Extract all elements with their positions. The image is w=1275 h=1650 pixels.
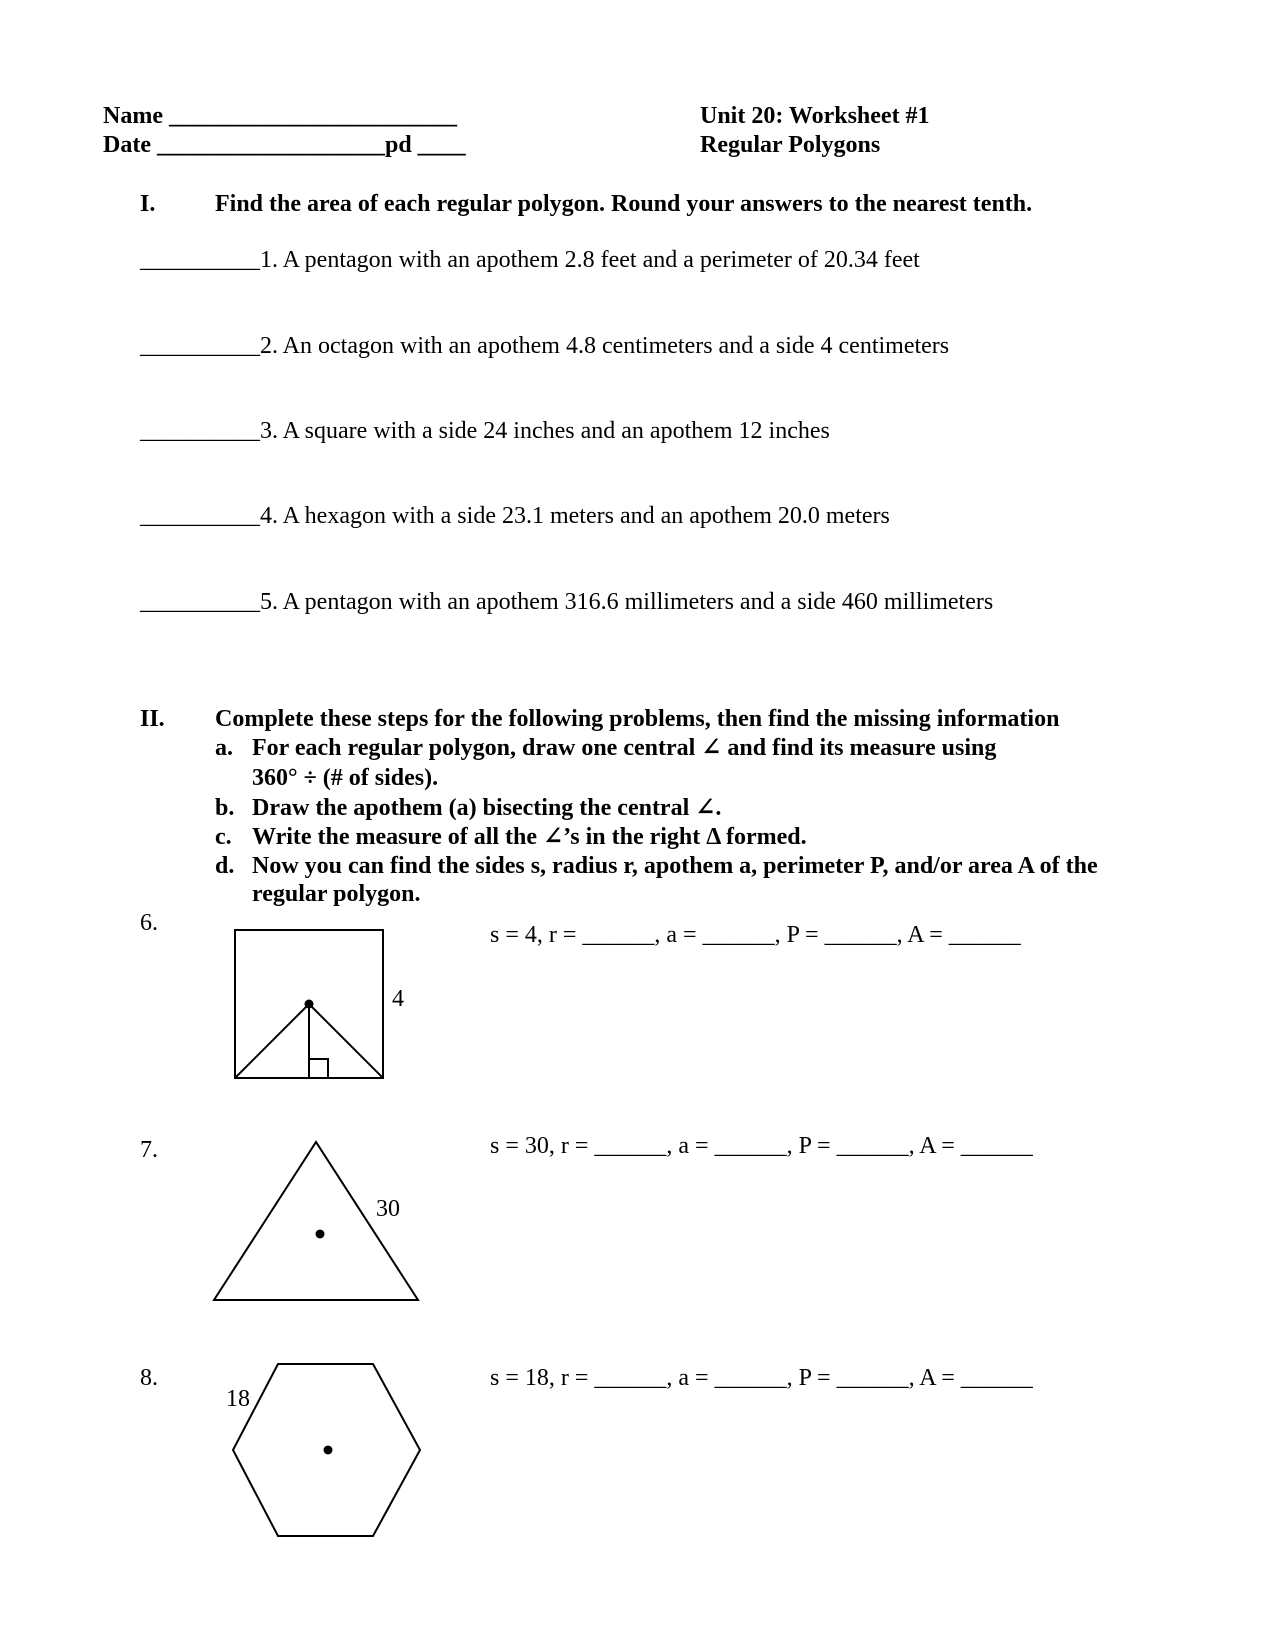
problem-6-answer-blanks[interactable]: s = 4, r = ______, a = ______, P = ______, A = ______ bbox=[490, 922, 1021, 948]
problem-8-number: 8. bbox=[140, 1365, 158, 1391]
worksheet-subtitle: Regular Polygons bbox=[700, 132, 881, 158]
question-text: 3. A square with a side 24 inches and an apothem 12 inches bbox=[260, 418, 830, 444]
answer-blank[interactable]: __________ bbox=[140, 333, 260, 359]
step-a-text: For each regular polygon, draw one central ∠ and find its measure using bbox=[252, 735, 997, 761]
answer-blank[interactable]: __________ bbox=[140, 589, 260, 615]
step-b-letter: b. bbox=[215, 795, 235, 821]
triangle-side-label: 30 bbox=[376, 1196, 400, 1222]
question-text: 1. A pentagon with an apothem 2.8 feet and a perimeter of 20.34 feet bbox=[260, 247, 920, 273]
step-a-letter: a. bbox=[215, 735, 233, 761]
name-field[interactable]: Name ________________________ bbox=[103, 103, 457, 129]
worksheet-title: Unit 20: Worksheet #1 bbox=[700, 103, 930, 129]
question-text: 5. A pentagon with an apothem 316.6 millimeters and a side 460 millimeters bbox=[260, 589, 994, 615]
step-b-text: Draw the apothem (a) bisecting the central ∠. bbox=[252, 795, 722, 821]
section-2-numeral: II. bbox=[140, 706, 165, 732]
section-2-instruction: Complete these steps for the following problems, then find the missing information bbox=[215, 706, 1060, 732]
step-c-text: Write the measure of all the ∠’s in the right Δ formed. bbox=[252, 824, 807, 850]
problem-8-answer-blanks[interactable]: s = 18, r = ______, a = ______, P = ______, A = ______ bbox=[490, 1365, 1033, 1391]
step-d-text: Now you can find the sides s, radius r, apothem a, perimeter P, and/or area A of the bbox=[252, 853, 1098, 879]
answer-blank[interactable]: __________ bbox=[140, 247, 260, 273]
question-2 bbox=[140, 332, 949, 360]
square-diagram bbox=[225, 925, 385, 1085]
step-c-letter: c. bbox=[215, 824, 232, 850]
question-5 bbox=[140, 588, 993, 616]
problem-7-answer-blanks[interactable]: s = 30, r = ______, a = ______, P = ______, A = ______ bbox=[490, 1133, 1033, 1159]
section-1-numeral: I. bbox=[140, 191, 156, 217]
question-1 bbox=[140, 246, 920, 274]
answer-blank[interactable]: __________ bbox=[140, 418, 260, 444]
square-side-label: 4 bbox=[392, 986, 404, 1012]
question-4 bbox=[140, 502, 890, 530]
date-period-field[interactable]: Date ___________________pd ____ bbox=[103, 132, 466, 158]
step-a-text-cont: 360° ÷ (# of sides). bbox=[252, 765, 439, 791]
hexagon-side-label: 18 bbox=[226, 1386, 250, 1412]
question-text: 4. A hexagon with a side 23.1 meters and an apothem 20.0 meters bbox=[260, 503, 890, 529]
step-d-text-cont: regular polygon. bbox=[252, 881, 421, 907]
problem-7-number: 7. bbox=[140, 1137, 158, 1163]
question-text: 2. An octagon with an apothem 4.8 centimeters and a side 4 centimeters bbox=[260, 333, 950, 359]
question-3 bbox=[140, 417, 830, 445]
hexagon-diagram bbox=[230, 1360, 425, 1540]
answer-blank[interactable]: __________ bbox=[140, 503, 260, 529]
step-d-letter: d. bbox=[215, 853, 235, 879]
problem-6-number: 6. bbox=[140, 910, 158, 936]
section-1-instruction: Find the area of each regular polygon. Round your answers to the nearest tenth. bbox=[215, 191, 1033, 217]
